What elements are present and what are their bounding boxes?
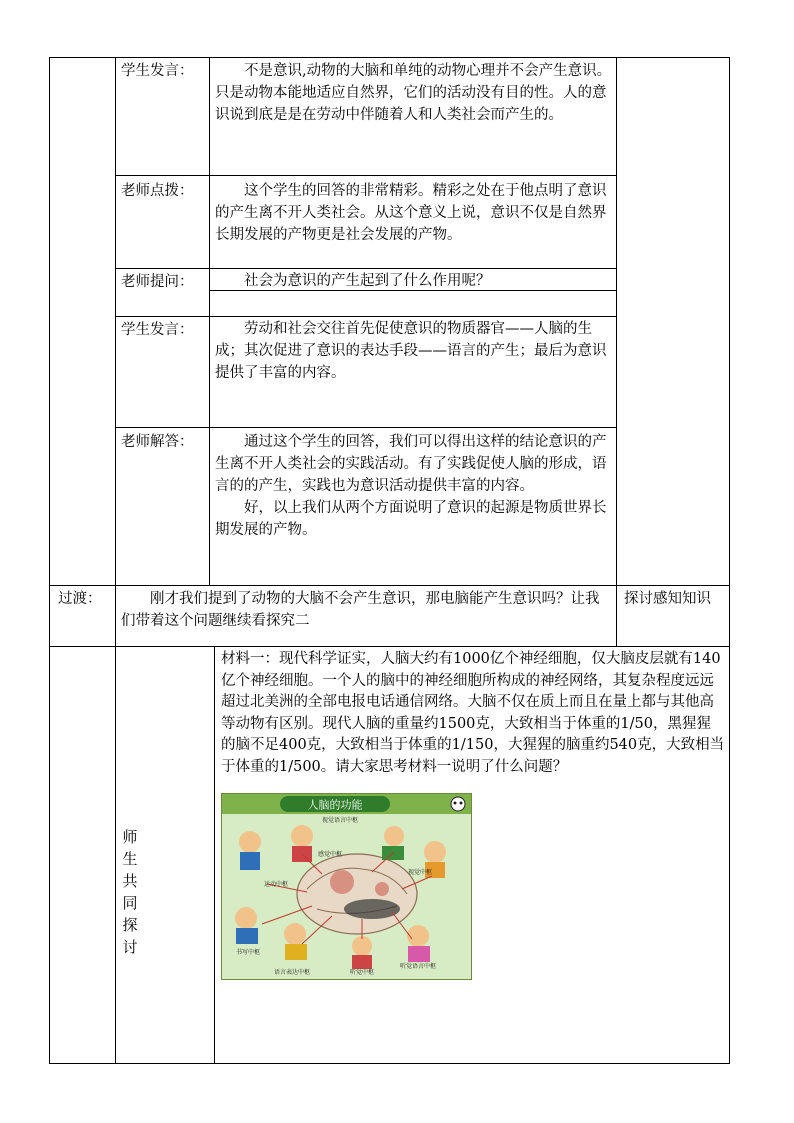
- figure-label: 语言表达中枢: [274, 969, 311, 976]
- inner-column-divider: [214, 646, 215, 1064]
- paragraph: 通过这个学生的回答，我们可以得出这样的结论意识的产生离不开人类社会的实践活动。有了实践促使人脑的形成，语言的的产生，实践也为意识活动提供丰富的内容。: [215, 434, 607, 494]
- row-label: 学生发言：: [121, 63, 194, 79]
- paragraph: 劳动和社会交往首先促使意识的物质器官——人脑的生成；其次促进了意识的表达手段——语言的产生；最后为意识提供了丰富的内容。: [215, 321, 607, 381]
- discussion-label: [117, 826, 143, 958]
- label-char: 生: [122, 850, 138, 868]
- figure-label: 运动中枢: [264, 881, 289, 888]
- figure-label: 感觉中枢: [318, 851, 343, 858]
- label-char: 探: [122, 916, 138, 934]
- transition-note: 探讨感知知识: [624, 591, 711, 607]
- paragraph: 社会为意识的产生起到了什么作用呢？: [244, 273, 491, 289]
- paragraph: 刚才我们提到了动物的大脑不会产生意识，那电脑能产生意识吗？让我们带着这个问题继续看探究二: [121, 591, 600, 629]
- brain-diagram: [222, 794, 471, 979]
- figure-label: 视觉语言中枢: [322, 817, 359, 824]
- row-label: 老师提问：: [121, 274, 194, 290]
- row-text: [215, 180, 612, 246]
- transition-text: [121, 588, 609, 632]
- column-divider: [616, 57, 617, 646]
- figure-label: 听觉语言中枢: [400, 963, 437, 970]
- inner-row-divider: [115, 427, 616, 428]
- inner-row-divider: [115, 316, 616, 317]
- paragraph: 材料一：现代科学证实，人脑大约有1000亿个神经细胞，仅大脑皮层就有140亿个神经细胞。一个人的脑中的神经细胞所构成的神经网络，其复杂程度远远超过北美洲的全部电报电话通信网络。大脑不仅在质上而且在量上都与其他高等动物有区别。现代人脑的重量约1500克，大致相当于体重的1/50，黑猩猩的脑不足400克，大致相当于体重的1/150，大猩猩的脑重约540克，大致相当于体重的1/500。请大家思考材料一说明了什么问题？: [221, 651, 725, 775]
- row-label: 学生发言：: [121, 322, 194, 338]
- figure-title: 人脑的功能: [307, 798, 363, 812]
- brain-function-figure: [221, 793, 472, 980]
- row-text: [215, 60, 612, 126]
- row-divider: [49, 646, 730, 647]
- paragraph: 好，以上我们从两个方面说明了意识的起源是物质世界长期发展的产物。: [215, 500, 607, 538]
- label-char: 讨: [122, 938, 138, 956]
- figure-label: 视觉中枢: [408, 869, 433, 876]
- transition-label: 过渡：: [58, 591, 102, 607]
- label-char: 共: [122, 872, 138, 890]
- inner-column-divider: [209, 57, 210, 585]
- inner-row-divider: [115, 268, 616, 269]
- row-label: 老师解答：: [121, 434, 194, 450]
- row-text: [215, 318, 612, 384]
- column-divider: [115, 57, 116, 1064]
- paragraph: 不是意识,动物的大脑和单纯的动物心理并不会产生意识。只是动物本能地适应自然界，它们的活动没有目的性。人的意识说到底是是在劳动中伴随着人和人类社会而产生的。: [215, 63, 612, 123]
- figure-label: 听觉中枢: [350, 969, 375, 976]
- material-text: [221, 649, 725, 778]
- row-text: [215, 270, 612, 292]
- inner-row-divider: [115, 175, 616, 176]
- row-label: 老师点拨：: [121, 183, 194, 199]
- row-divider: [49, 585, 730, 586]
- figure-label: 书写中枢: [236, 949, 261, 956]
- paragraph: 这个学生的回答的非常精彩。精彩之处在于他点明了意识的产生离不开人类社会。从这个意义上说，意识不仅是自然界长期发展的产物更是社会发展的产物。: [215, 183, 607, 243]
- label-char: 同: [122, 894, 138, 912]
- label-char: 师: [122, 828, 138, 846]
- row-text: [215, 431, 612, 541]
